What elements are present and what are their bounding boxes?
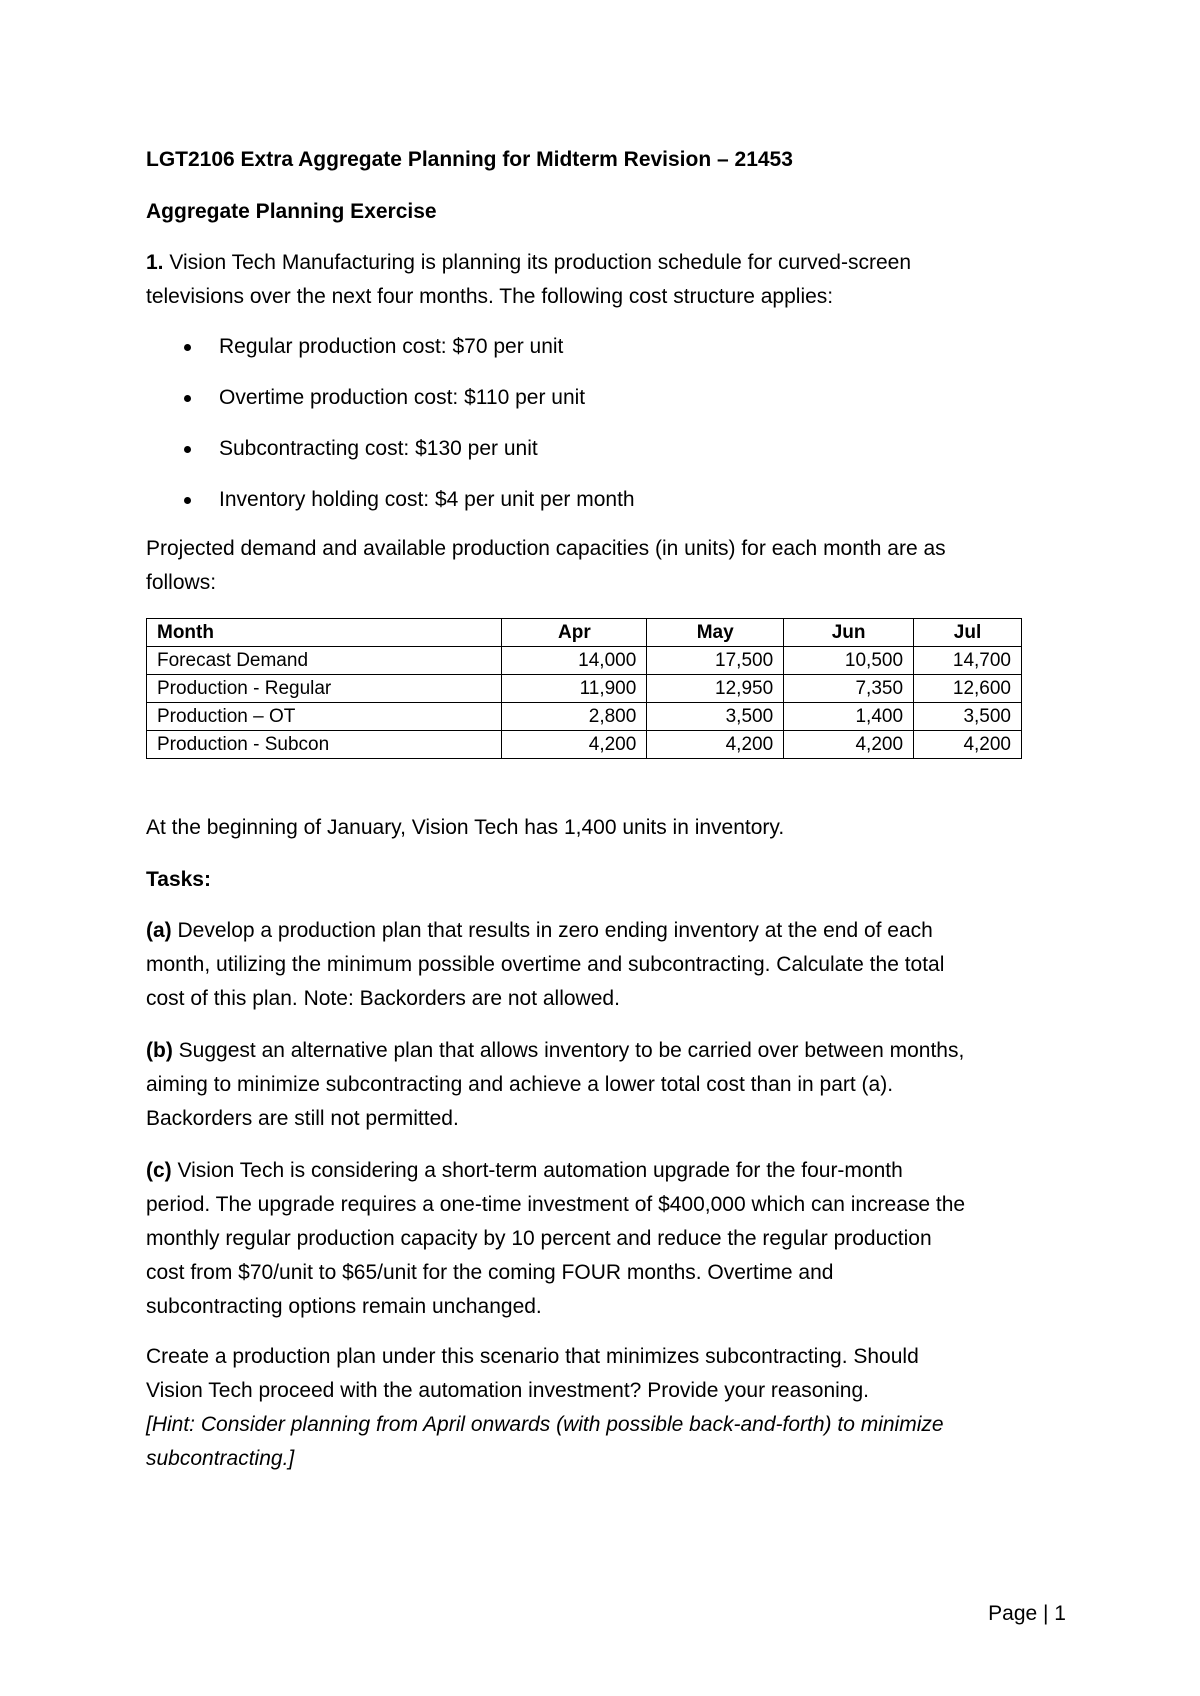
bullet-icon xyxy=(184,395,191,402)
row-label: Production - Regular xyxy=(147,675,502,703)
list-item-text: Inventory holding cost: $4 per unit per month xyxy=(219,488,635,511)
list-item xyxy=(146,381,635,432)
inventory-note: At the beginning of January, Vision Tech has 1,400 units in inventory. xyxy=(146,816,785,839)
bullet-icon xyxy=(184,497,191,504)
table-cell: 11,900 xyxy=(502,675,647,703)
exercise-heading: Aggregate Planning Exercise xyxy=(146,200,437,223)
header-jun: Jun xyxy=(784,619,914,647)
task-a-line-2: month, utilizing the minimum possible overtime and subcontracting. Calculate the total xyxy=(146,953,945,976)
bullet-icon xyxy=(184,344,191,351)
cost-structure-list xyxy=(146,330,635,534)
task-b-label: (b) xyxy=(146,1039,173,1062)
list-item xyxy=(146,432,635,483)
task-c-line-5: subcontracting options remain unchanged. xyxy=(146,1295,542,1318)
table-cell: 12,950 xyxy=(647,675,784,703)
task-c-line-3: monthly regular production capacity by 10 percent and reduce the regular production xyxy=(146,1227,932,1250)
task-b xyxy=(146,1034,1066,1136)
list-item xyxy=(146,330,635,381)
task-b-line-1 xyxy=(146,1034,1066,1068)
task-b-line-2: aiming to minimize subcontracting and achieve a lower total cost than in part (a). xyxy=(146,1073,894,1096)
task-a-text: Develop a production plan that results in zero ending inventory at the end of each xyxy=(177,919,933,942)
header-month: Month xyxy=(147,619,502,647)
header-may: May xyxy=(647,619,784,647)
table-row xyxy=(147,647,1022,675)
table-cell: 4,200 xyxy=(914,731,1022,759)
header-apr: Apr xyxy=(502,619,647,647)
table-cell: 3,500 xyxy=(914,703,1022,731)
row-label: Forecast Demand xyxy=(147,647,502,675)
task-a-line-1 xyxy=(146,914,1066,948)
task-c-line-4: cost from $70/unit to $65/unit for the coming FOUR months. Overtime and xyxy=(146,1261,834,1284)
task-c-line-1 xyxy=(146,1154,1066,1188)
question-number: 1. xyxy=(146,251,164,274)
table-cell: 12,600 xyxy=(914,675,1022,703)
header-jul: Jul xyxy=(914,619,1022,647)
question-1-line-2: televisions over the next four months. The following cost structure applies: xyxy=(146,285,834,308)
table-cell: 10,500 xyxy=(784,647,914,675)
table-cell: 3,500 xyxy=(647,703,784,731)
task-c xyxy=(146,1154,1066,1324)
table-row xyxy=(147,731,1022,759)
table-cell: 14,000 xyxy=(502,647,647,675)
paragraph-line: Create a production plan under this scenario that minimizes subcontracting. Should xyxy=(146,1345,919,1368)
list-item-text: Subcontracting cost: $130 per unit xyxy=(219,437,538,460)
paragraph-line: Vision Tech proceed with the automation investment? Provide your reasoning. xyxy=(146,1379,869,1402)
task-a-line-3: cost of this plan. Note: Backorders are not allowed. xyxy=(146,987,620,1010)
table-cell: 1,400 xyxy=(784,703,914,731)
table-cell: 7,350 xyxy=(784,675,914,703)
table-cell: 4,200 xyxy=(647,731,784,759)
projected-demand-paragraph xyxy=(146,532,1066,600)
bullet-icon xyxy=(184,446,191,453)
document-title: LGT2106 Extra Aggregate Planning for Midterm Revision – 21453 xyxy=(146,148,793,171)
page-number: Page | 1 xyxy=(988,1602,1066,1625)
task-a-label: (a) xyxy=(146,919,172,942)
question-1-intro xyxy=(146,246,1066,314)
list-item xyxy=(146,483,635,534)
list-item-text: Regular production cost: $70 per unit xyxy=(219,335,564,358)
paragraph-line: Projected demand and available production capacities (in units) for each month are as xyxy=(146,537,946,560)
paragraph-line: follows: xyxy=(146,571,217,594)
task-b-text: Suggest an alternative plan that allows inventory to be carried over between months, xyxy=(178,1039,965,1062)
create-plan-paragraph xyxy=(146,1340,1066,1476)
table-cell: 17,500 xyxy=(647,647,784,675)
tasks-heading: Tasks: xyxy=(146,868,211,891)
task-c-line-2: period. The upgrade requires a one-time investment of $400,000 which can increase the xyxy=(146,1193,966,1216)
list-item-text: Overtime production cost: $110 per unit xyxy=(219,386,586,409)
task-c-text: Vision Tech is considering a short-term automation upgrade for the four-month xyxy=(177,1159,903,1182)
row-label: Production – OT xyxy=(147,703,502,731)
table-row xyxy=(147,675,1022,703)
table-cell: 14,700 xyxy=(914,647,1022,675)
capacity-table xyxy=(146,618,1022,759)
table-cell: 4,200 xyxy=(502,731,647,759)
table-cell: 2,800 xyxy=(502,703,647,731)
row-label: Production - Subcon xyxy=(147,731,502,759)
task-c-label: (c) xyxy=(146,1159,172,1182)
question-1-text: Vision Tech Manufacturing is planning its production schedule for curved-screen xyxy=(169,251,912,274)
hint-line: subcontracting.] xyxy=(146,1447,295,1470)
question-1-line-1 xyxy=(146,246,1066,280)
table-row xyxy=(147,703,1022,731)
table-cell: 4,200 xyxy=(784,731,914,759)
hint-line: [Hint: Consider planning from April onwards (with possible back-and-forth) to minimize xyxy=(146,1413,944,1436)
task-b-line-3: Backorders are still not permitted. xyxy=(146,1107,459,1130)
table-header-row xyxy=(147,619,1022,647)
task-a xyxy=(146,914,1066,1016)
